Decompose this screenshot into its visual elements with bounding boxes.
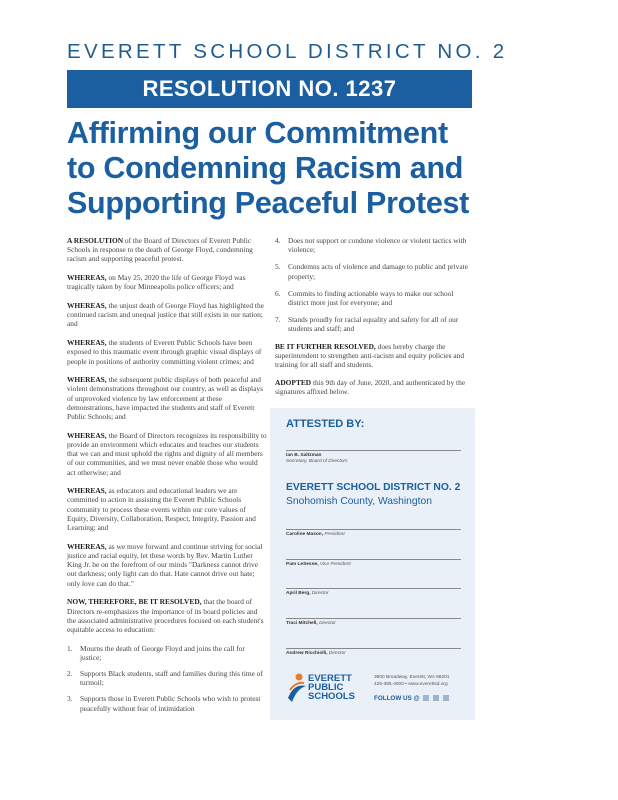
- district-heading: EVERETT SCHOOL DISTRICT NO. 2: [286, 482, 461, 493]
- instagram-icon[interactable]: [443, 695, 449, 701]
- intro-paragraph: A RESOLUTION of the Board of Directors of Everett Public Schools in response to the death of George Floyd, condemning racism and supporting peaceful protest.: [67, 236, 253, 264]
- whereas-paragraph: WHEREAS, the subsequent public displays of both peaceful and violent demonstrations throughout our country, as well as displays of unprovoked violence by law enforcement at these demonstrations, have impacted the students and staff of Everett Public Schools; and: [67, 375, 263, 422]
- title-line: to Condemning Racism and: [67, 151, 464, 185]
- whereas-paragraph: WHEREAS, the Board of Directors recognizes its responsibility to provide an environment which educates and teaches our students that we can and must uphold the rights and dignity of all members of our communities, and we must never enable those who would act otherwise; and: [67, 430, 267, 477]
- list-item: 7. Stands proudly for racial equality and safety for all of our students and staff; and: [275, 315, 459, 334]
- signature-line: Andrew Ricchiolli, Director: [286, 648, 461, 657]
- county-heading: Snohomish County, Washington: [286, 496, 432, 507]
- facebook-icon[interactable]: [423, 695, 429, 701]
- district-name: EVERETT SCHOOL DISTRICT NO. 2: [67, 40, 508, 63]
- whereas-paragraph: WHEREAS, the students of Everett Public Schools have been exposed to this traumatic event through graphic visual displays of people in positions of authority committing violent crimes; and: [67, 338, 262, 366]
- left-column: [67, 236, 267, 720]
- list-item: 1. Mourns the death of George Floyd and joins the call for justice;: [67, 643, 245, 662]
- title-line: Supporting Peaceful Protest: [67, 186, 470, 220]
- right-column: [275, 236, 475, 406]
- whereas-paragraph: WHEREAS, the unjust death of George Floyd has highlighted the continued racism and unequal justice that still exists in our nation; and: [67, 301, 264, 329]
- whereas-paragraph: WHEREAS, as we move forward and continue striving for social justice and racial equity, let these words by Rev. Martin Luther King Jr. be on the forefront of our minds "Darkness cannot drive out darkness; only light can do that. Hate cannot drive out hate; only love can do that.": [67, 541, 263, 588]
- signature-line: April Berg, Director: [286, 588, 461, 597]
- resolution-list-continued: [275, 236, 475, 334]
- resolution-list: [67, 644, 267, 713]
- list-item: 2. Supports Black students, staff and families during this time of turmoil;: [67, 669, 263, 688]
- further-resolved-paragraph: BE IT FURTHER RESOLVED, does hereby charge the superintendent to strengthen anti-racism and equity policies and training for all staff and students.: [275, 341, 465, 370]
- resolved-paragraph: NOW, THEREFORE, BE IT RESOLVED, that the board of Directors re-emphasizes the importance of its board policies and the associated administrative procedures focused on each student's equitable access to education:: [67, 597, 264, 634]
- whereas-paragraph: WHEREAS, as educators and educational leaders we are committed to action in assisting the Everett Public Schools community to process these events within our core values of Equity, Diversity, Collaboration, Respect, Integrity, Passion and Learning; and: [67, 486, 256, 533]
- runner-logo-icon: [286, 672, 308, 706]
- twitter-icon[interactable]: [433, 695, 439, 701]
- attestation-panel: [270, 408, 475, 720]
- signature-line: Traci Mitchell, Director: [286, 618, 461, 627]
- whereas-paragraph: WHEREAS, on May 25, 2020 the life of George Floyd was tragically taken by four Minneapolis police officers; and: [67, 273, 246, 292]
- follow-us: FOLLOW US @: [374, 695, 449, 702]
- signature-line: Pam LeSesne, Vice President: [286, 559, 461, 568]
- resolution-title: [67, 116, 477, 221]
- list-item: 4. Does not support or condone violence or violent tactics with violence;: [275, 236, 467, 255]
- title-line: Affirming our Commitment: [67, 116, 448, 150]
- list-item: 6. Commits to finding actionable ways to make our school district more just for everyone; and: [275, 288, 454, 308]
- signature-line: Caroline Mason, President: [286, 529, 461, 538]
- signature-line-secretary: Ian B. Saltzman Secretary, Board of Directors: [286, 450, 461, 465]
- contact-info: 3900 Broadway, Everett, WA 98201 425-385-4000 • www.everettsd.org: [374, 675, 450, 687]
- everett-public-schools-logo: EVERETT PUBLIC SCHOOLS: [286, 672, 366, 710]
- list-item: 5. Condemns acts of violence and damage to public and private property;: [275, 262, 468, 281]
- list-item: 3. Supports those in Everett Public Schools who wish to protest peacefully without fear of intimidation: [67, 694, 261, 713]
- adopted-paragraph: ADOPTED this 9th day of June, 2020, and authenticated by the signatures affixed below.: [275, 378, 466, 397]
- attested-by-heading: ATTESTED BY:: [286, 418, 365, 430]
- resolution-banner: RESOLUTION NO. 1237: [67, 70, 472, 108]
